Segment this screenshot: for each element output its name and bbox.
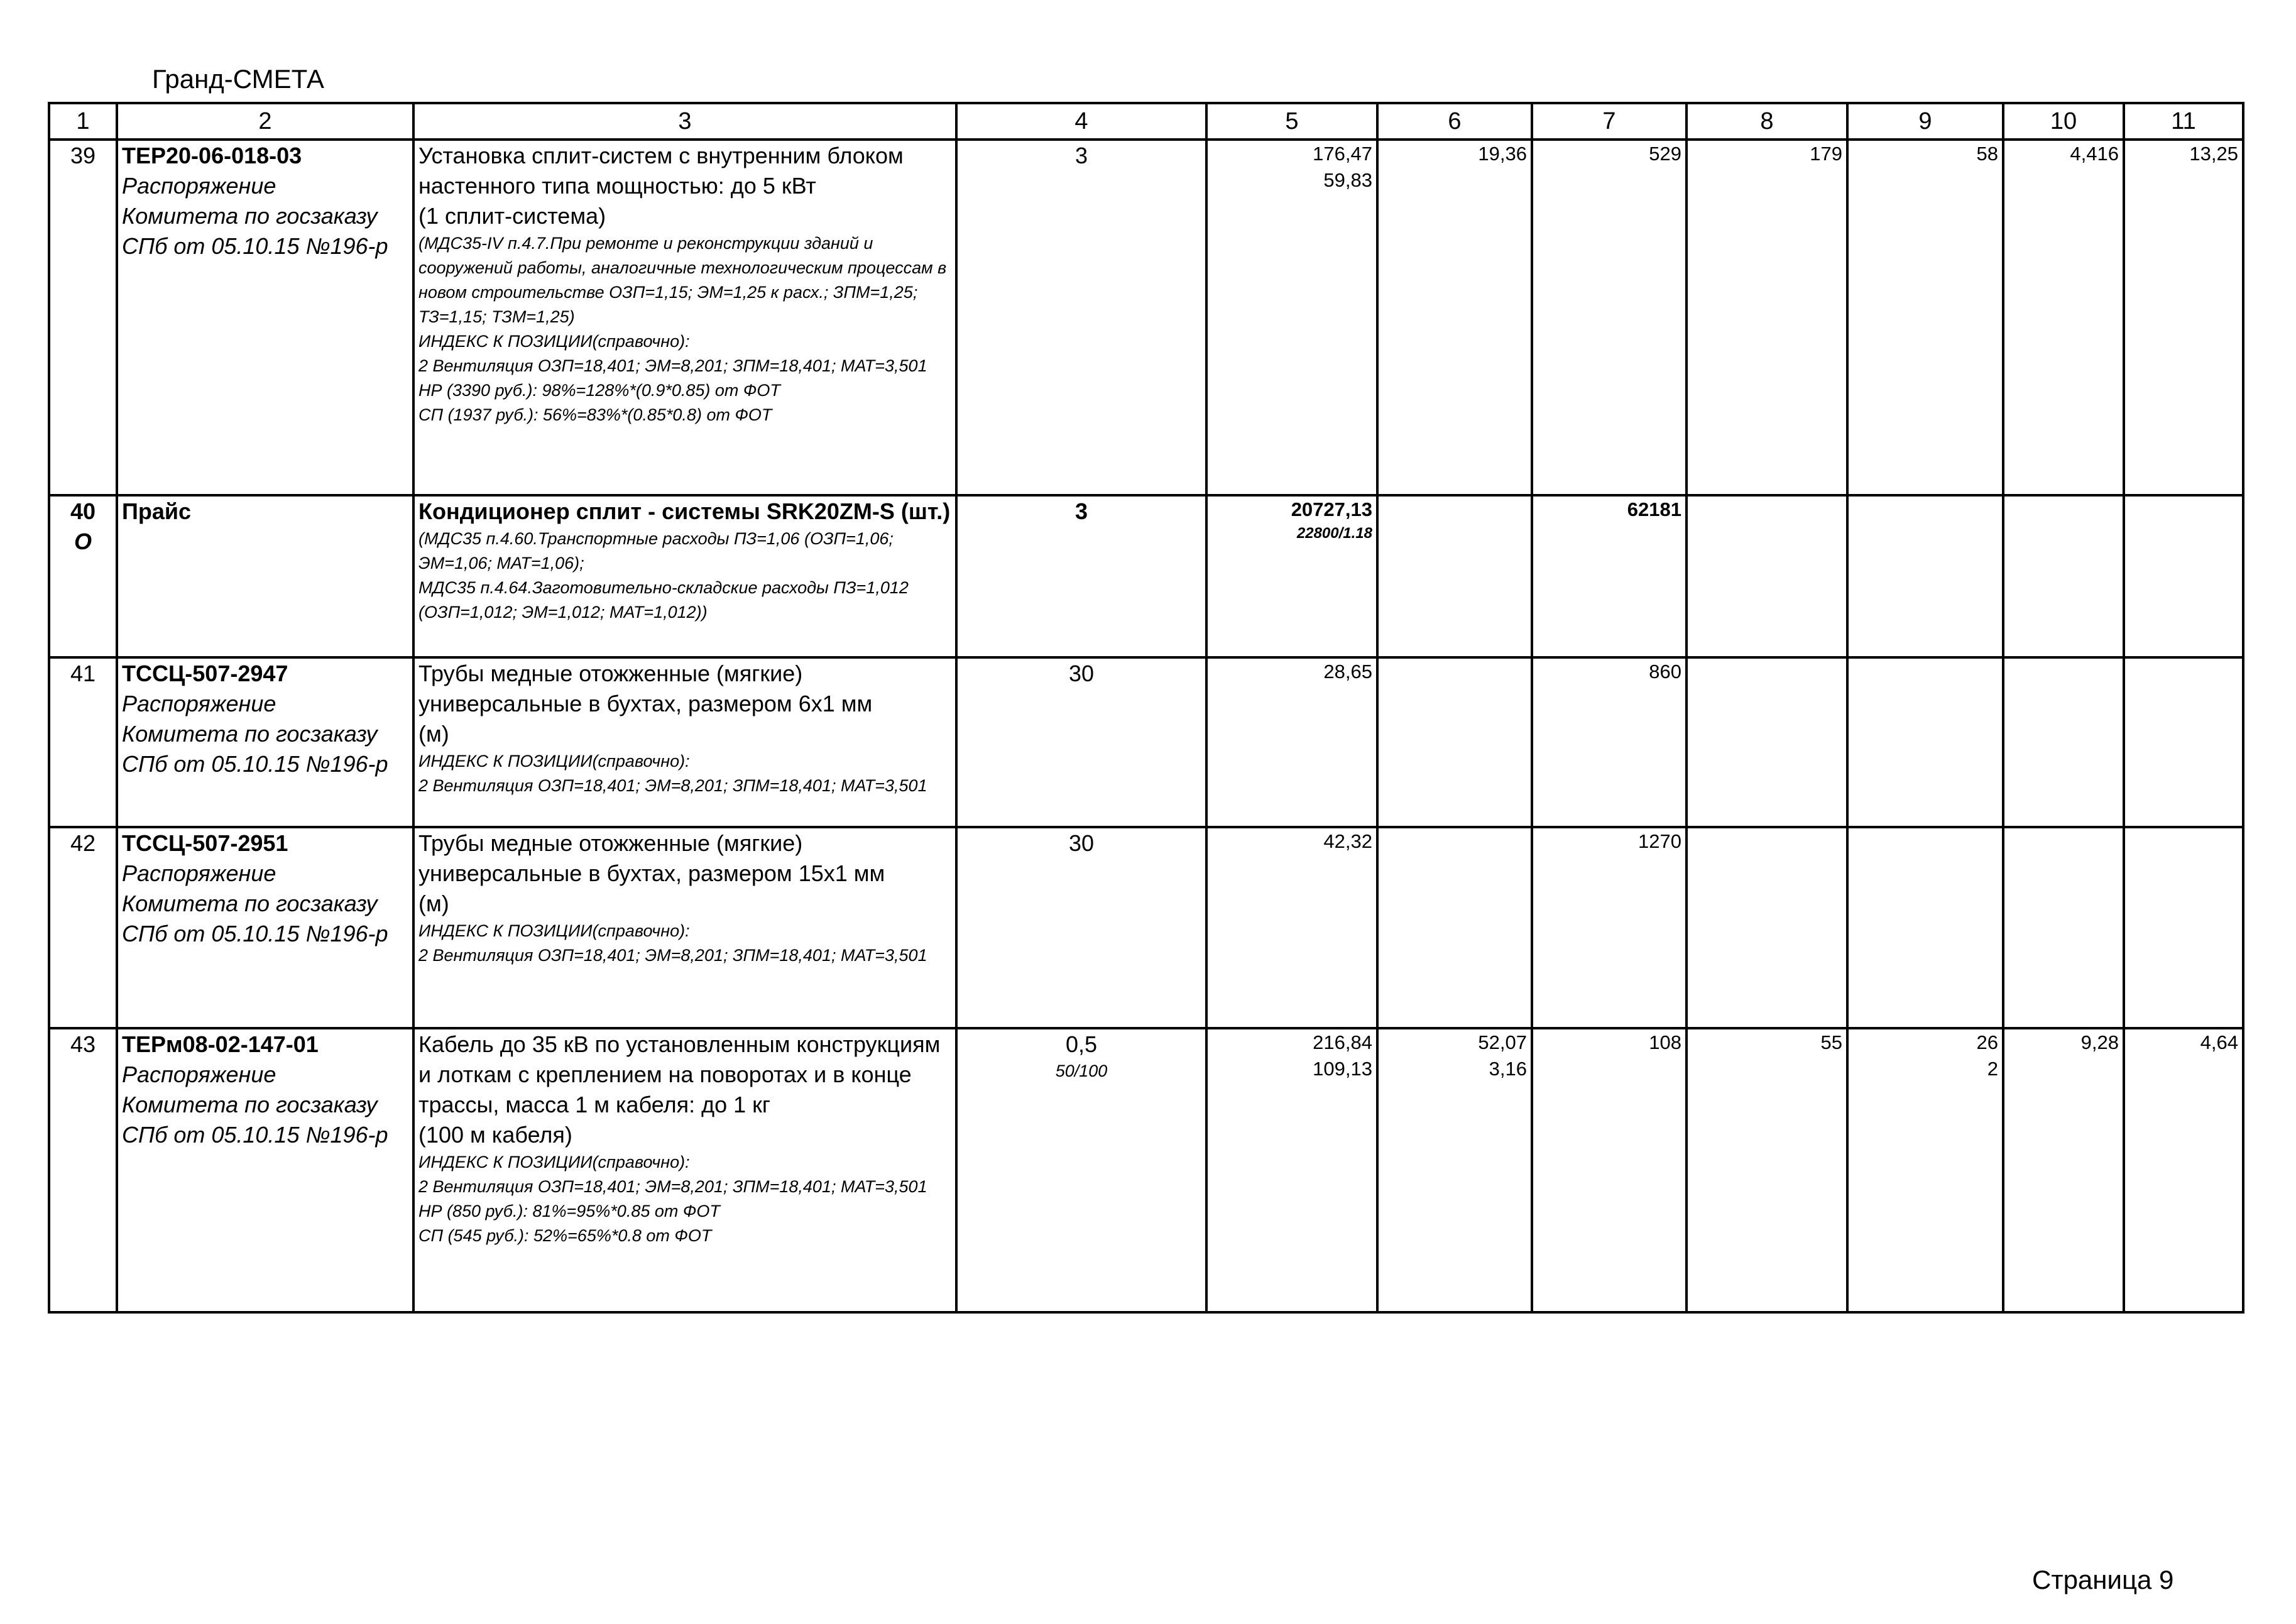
unit-cost-cell: 176,47 59,83 (1206, 140, 1377, 495)
code-cell (117, 1028, 413, 1312)
row-number: 42 (49, 827, 117, 1028)
measure-unit: (м) (418, 721, 449, 747)
table-row (49, 495, 2243, 657)
measure-unit: (м) (418, 891, 449, 916)
code-cell (117, 495, 413, 657)
total-cost-cell: 529 (1532, 140, 1686, 495)
description-cell (413, 140, 956, 495)
coefficient-note: МДС35 п.4.64.Заготовительно-складские расходы ПЗ=1,012 (ОЗП=1,012; ЭМ=1,012; МАТ=1,012)) (418, 578, 909, 622)
index-note: ИНДЕКС К ПОЗИЦИИ(справочно): (418, 332, 690, 351)
column-header: 7 (1532, 103, 1686, 140)
quantity-cell: 30 (956, 827, 1206, 1028)
row-number: 39 (49, 140, 117, 495)
source-line: Комитета по госзаказу (122, 721, 378, 747)
labor-total-cell (2124, 827, 2243, 1028)
labor-unit-cell (2003, 657, 2124, 827)
index-note: 2 Вентиляция ОЗП=18,401; ЭМ=8,201; ЗПМ=18,401; МАТ=3,501 (418, 1177, 927, 1196)
profit-note: СП (545 руб.): 52%=65%*0.8 от ФОТ (418, 1226, 712, 1245)
price-code: ТССЦ-507-2947 (122, 661, 288, 686)
labor-unit-cell (2003, 495, 2124, 657)
index-note: ИНДЕКС К ПОЗИЦИИ(справочно): (418, 921, 690, 940)
column-header-row (49, 103, 2243, 140)
source-line: Распоряжение (122, 691, 276, 716)
column-header: 8 (1686, 103, 1847, 140)
app-title: Гранд-СМЕТА (152, 64, 324, 94)
overhead-note: НР (850 руб.): 81%=95%*0.85 от ФОТ (418, 1202, 720, 1221)
total-cost-cell: 108 (1532, 1028, 1686, 1312)
table-row (49, 827, 2243, 1028)
wage-cell (1686, 827, 1847, 1028)
column-header: 9 (1847, 103, 2003, 140)
source-line: СПб от 05.10.15 №196-р (122, 1122, 388, 1148)
source-line: Распоряжение (122, 1062, 276, 1087)
table-row (49, 1028, 2243, 1312)
labor-total-cell: 13,25 (2124, 140, 2243, 495)
code-cell (117, 827, 413, 1028)
source-line: СПб от 05.10.15 №196-р (122, 233, 388, 259)
work-title: Трубы медные отожженные (мягкие) универсальные в бухтах, размером 6х1 мм (418, 661, 873, 716)
description-cell (413, 495, 956, 657)
index-note: 2 Вентиляция ОЗП=18,401; ЭМ=8,201; ЗПМ=18,401; МАТ=3,501 (418, 776, 927, 795)
labor-unit-cell (2003, 827, 2124, 1028)
wage-cell: 179 (1686, 140, 1847, 495)
unit-cost-cell: 216,84 109,13 (1206, 1028, 1377, 1312)
row-marker: О (74, 529, 92, 554)
source-line: СПб от 05.10.15 №196-р (122, 751, 388, 777)
table-row (49, 140, 2243, 495)
labor-unit-cell: 9,28 (2003, 1028, 2124, 1312)
coefficient-note: (МДС35 п.4.60.Транспортные расходы ПЗ=1,06 (ОЗП=1,06; ЭМ=1,06; МАТ=1,06); (418, 529, 894, 573)
source-line: Комитета по госзаказу (122, 1092, 378, 1117)
measure-unit: (1 сплит-система) (418, 203, 606, 229)
unit-cost-cell: 28,65 (1206, 657, 1377, 827)
code-cell (117, 657, 413, 827)
column-header: 11 (2124, 103, 2243, 140)
machine-cost-cell (1377, 827, 1532, 1028)
quantity-cell: 0,5 50/100 (956, 1028, 1206, 1312)
measure-unit: (100 м кабеля) (418, 1122, 572, 1148)
page-number: Страница 9 (2032, 1565, 2174, 1594)
quantity-formula: 50/100 (1055, 1062, 1108, 1080)
quantity-cell: 3 (956, 495, 1206, 657)
machine-total-cell: 26 2 (1847, 1028, 2003, 1312)
machine-total-cell (1847, 657, 2003, 827)
row-number: 43 (49, 1028, 117, 1312)
machine-cost-cell: 52,07 3,16 (1377, 1028, 1532, 1312)
labor-total-cell (2124, 495, 2243, 657)
description-cell (413, 657, 956, 827)
machine-cost-cell: 19,36 (1377, 140, 1532, 495)
labor-total-cell: 4,64 (2124, 1028, 2243, 1312)
machine-total-cell (1847, 495, 2003, 657)
row-number: 40 О (49, 495, 117, 657)
source-line: СПб от 05.10.15 №196-р (122, 921, 388, 946)
quantity-cell: 3 (956, 140, 1206, 495)
price-code: ТЕРм08-02-147-01 (122, 1031, 319, 1057)
source-line: Распоряжение (122, 173, 276, 199)
index-note: 2 Вентиляция ОЗП=18,401; ЭМ=8,201; ЗПМ=18,401; МАТ=3,501 (418, 356, 927, 375)
machine-total-cell (1847, 827, 2003, 1028)
column-header: 5 (1206, 103, 1377, 140)
column-header: 2 (117, 103, 413, 140)
source-line: Распоряжение (122, 860, 276, 886)
total-cost-cell: 860 (1532, 657, 1686, 827)
wage-cell (1686, 657, 1847, 827)
column-header: 3 (413, 103, 956, 140)
code-cell (117, 140, 413, 495)
index-note: ИНДЕКС К ПОЗИЦИИ(справочно): (418, 752, 690, 771)
quantity-cell: 30 (956, 657, 1206, 827)
description-cell (413, 827, 956, 1028)
total-cost-cell: 1270 (1532, 827, 1686, 1028)
labor-total-cell (2124, 657, 2243, 827)
price-code: ТССЦ-507-2951 (122, 830, 288, 856)
work-title: Кондиционер сплит - системы SRK20ZM-S (шт.) (418, 498, 951, 524)
machine-total-cell: 58 (1847, 140, 2003, 495)
estimate-table (48, 102, 2244, 1314)
index-note: 2 Вентиляция ОЗП=18,401; ЭМ=8,201; ЗПМ=18,401; МАТ=3,501 (418, 946, 927, 965)
column-header: 1 (49, 103, 117, 140)
table-row (49, 657, 2243, 827)
total-cost-cell: 62181 (1532, 495, 1686, 657)
source-line: Комитета по госзаказу (122, 891, 378, 916)
overhead-note: НР (3390 руб.): 98%=128%*(0.9*0.85) от ФОТ (418, 381, 780, 400)
unit-cost-cell: 20727,13 22800/1.18 (1206, 495, 1377, 657)
wage-cell (1686, 495, 1847, 657)
machine-cost-cell (1377, 495, 1532, 657)
labor-unit-cell: 4,416 (2003, 140, 2124, 495)
wage-cell: 55 (1686, 1028, 1847, 1312)
price-code: Прайс (122, 498, 192, 524)
column-header: 4 (956, 103, 1206, 140)
source-line: Комитета по госзаказу (122, 203, 378, 229)
unit-cost-cell: 42,32 (1206, 827, 1377, 1028)
description-cell (413, 1028, 956, 1312)
column-header: 10 (2003, 103, 2124, 140)
work-title: Кабель до 35 кВ по установленным конструкциям и лоткам с креплением на поворотах и в конце трассы, масса 1 м кабеля: до 1 кг (418, 1031, 941, 1117)
profit-note: СП (1937 руб.): 56%=83%*(0.85*0.8) от ФОТ (418, 405, 772, 424)
work-title: Установка сплит-систем с внутренним блоком настенного типа мощностью: до 5 кВт (418, 143, 904, 199)
price-code: ТЕР20-06-018-03 (122, 143, 302, 168)
column-header: 6 (1377, 103, 1532, 140)
machine-cost-cell (1377, 657, 1532, 827)
index-note: ИНДЕКС К ПОЗИЦИИ(справочно): (418, 1153, 690, 1171)
work-title: Трубы медные отожженные (мягкие) универсальные в бухтах, размером 15х1 мм (418, 830, 885, 886)
coefficient-note: (МДС35-IV п.4.7.При ремонте и реконструкции зданий и сооружений работы, аналогичные технологическим процессам в новом строительстве ОЗП=1,15; ЭМ=1,25 к расх.; ЗПМ=1,25; ТЗ=1,15; ТЗМ=1,25) (418, 234, 947, 326)
row-number: 41 (49, 657, 117, 827)
